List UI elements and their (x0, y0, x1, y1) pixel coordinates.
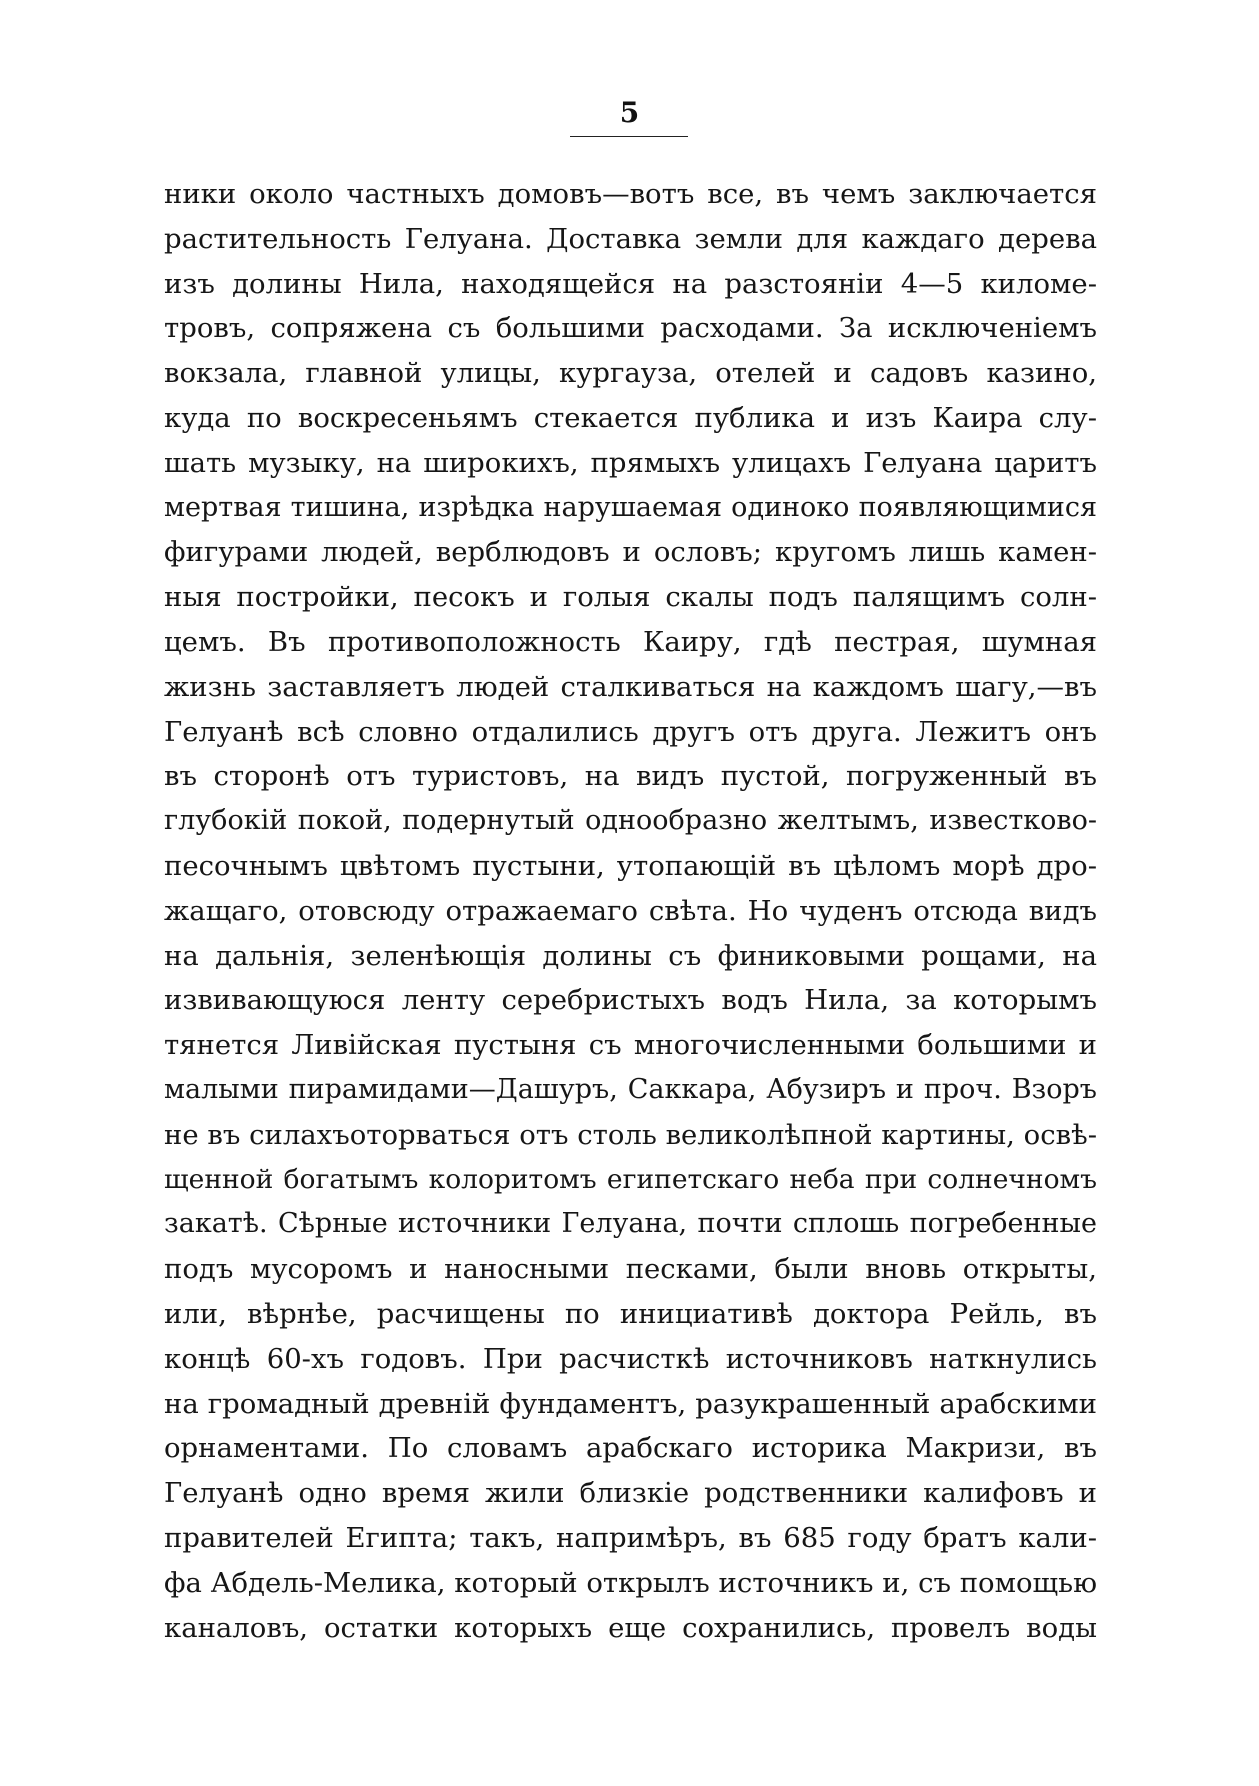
text-line: глубокiй покой, подернутый однообразно желтымъ, известково- (164, 805, 1097, 837)
page-number-rule (570, 136, 688, 137)
text-line: ныя постройки, песокъ и голыя скалы подъ палящимъ солн- (164, 581, 1097, 614)
text-line: малыми пирамидами—Дашуръ, Саккара, Абузиръ и проч. Взоръ (164, 1073, 1097, 1105)
text-line: извивающуюся ленту серебристыхъ водъ Нила, за которымъ (164, 984, 1097, 1017)
page-number: 5 (619, 96, 640, 129)
body-text (164, 172, 1097, 1650)
text-line: орнаментами. По словамъ арабскаго историка Макризи, въ (164, 1432, 1097, 1465)
text-line: подъ мусоромъ и наносными песками, были вновь открыты, (164, 1253, 1097, 1286)
text-line: песочнымъ цвѣтомъ пустыни, утопающiй въ цѣломъ морѣ дро- (164, 849, 1097, 882)
text-line: Гелуанѣ одно время жили близкiе родственники калифовъ и (164, 1477, 1097, 1510)
text-line: цемъ. Въ противоположность Каиру, гдѣ пестрая, шумная (164, 625, 1097, 658)
text-line: шать музыку, на широкихъ, прямыхъ улицахъ Гелуана царитъ (164, 446, 1097, 479)
text-line: жащаго, отовсюду отражаемаго свѣта. Но чуденъ отсюда видъ (164, 894, 1097, 927)
text-line: вокзала, главной улицы, кургауза, отелей и садовъ казино, (164, 357, 1097, 390)
text-line: на громадный древнiй фундаментъ, разукрашенный арабскими (164, 1387, 1097, 1420)
text-line: Гелуанѣ всѣ словно отдалились другъ отъ друга. Лежитъ онъ (164, 715, 1097, 748)
text-line: не въ силахъоторваться отъ столь великолѣпной картины, освѣ- (164, 1118, 1097, 1151)
text-line: правителей Египта; такъ, напримѣръ, въ 685 году братъ кали- (164, 1521, 1097, 1554)
text-line: въ сторонѣ отъ туристовъ, на видъ пустой, погруженный въ (164, 760, 1097, 793)
text-line: концѣ 60-хъ годовъ. При расчисткѣ источниковъ наткнулись (164, 1342, 1097, 1375)
text-line: растительность Гелуана. Доставка земли для каждаго дерева (164, 222, 1097, 255)
text-line: каналовъ, остатки которыхъ еще сохранились, провелъ воды (164, 1611, 1097, 1644)
text-line: закатѣ. Сѣрные источники Гелуана, почти сплошь погребенные (164, 1208, 1097, 1240)
text-line: тянется Ливiйская пустыня съ многочисленными большими и (164, 1029, 1097, 1062)
text-line: куда по воскресеньямъ стекается публика и изъ Каира слу- (164, 401, 1097, 434)
text-line: на дальнiя, зеленѣющiя долины съ финиковыми рощами, на (164, 939, 1097, 972)
text-line: ники около частныхъ домовъ—вотъ все, въ чемъ заключается (164, 178, 1097, 210)
text-line: фа Абдель-Мелика, который открылъ источникъ и, съ помощью (164, 1566, 1097, 1599)
text-line: жизнь заставляетъ людей сталкиваться на каждомъ шагу,—въ (164, 670, 1097, 703)
text-line: мертвая тишина, изрѣдка нарушаемая одиноко появляющимися (164, 491, 1097, 523)
text-line: фигурами людей, верблюдовъ и ословъ; кругомъ лишь камен- (164, 536, 1097, 569)
text-line: тровъ, сопряжена съ большими расходами. За исключенiемъ (164, 312, 1097, 345)
text-line: изъ долины Нила, находящейся на разстоянiи 4—5 киломе- (164, 267, 1097, 300)
text-line: щенной богатымъ колоритомъ египетскаго неба при солнечномъ (164, 1163, 1097, 1195)
text-line: или, вѣрнѣе, расчищены по инициативѣ доктора Рейль, въ (164, 1297, 1097, 1330)
